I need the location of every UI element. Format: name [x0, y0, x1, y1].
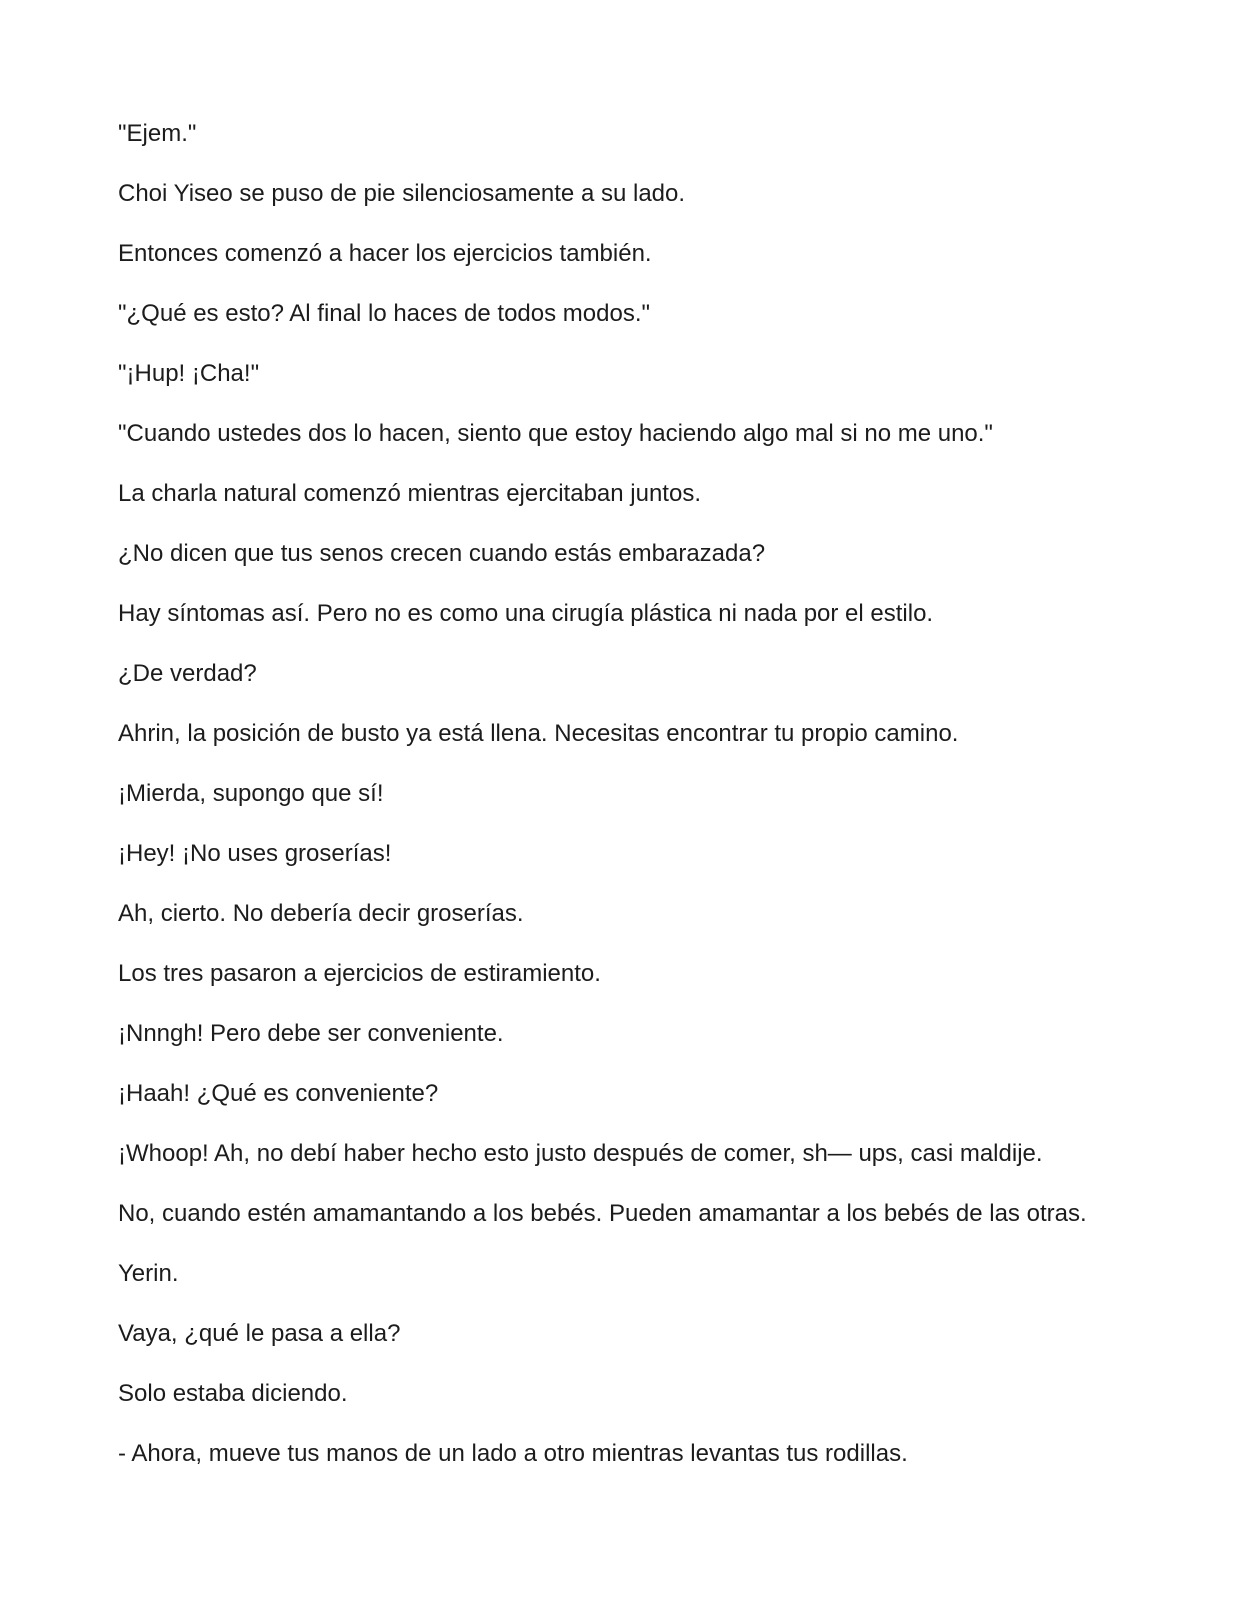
paragraph: ¿De verdad? [118, 660, 257, 687]
paragraph: La charla natural comenzó mientras ejercitaban juntos. [118, 480, 701, 507]
paragraph: Vaya, ¿qué le pasa a ella? [118, 1320, 401, 1347]
paragraph: "¡Hup! ¡Cha!" [118, 360, 260, 387]
paragraph: ¿No dicen que tus senos crecen cuando estás embarazada? [118, 540, 766, 567]
document-body [118, 118, 1118, 1498]
paragraph: Los tres pasaron a ejercicios de estiramiento. [118, 960, 601, 987]
paragraph: - Ahora, mueve tus manos de un lado a otro mientras levantas tus rodillas. [118, 1440, 908, 1467]
paragraph: ¡Whoop! Ah, no debí haber hecho esto justo después de comer, sh— ups, casi maldije. [118, 1140, 1043, 1167]
paragraph: Ah, cierto. No debería decir groserías. [118, 900, 524, 927]
paragraph: "¿Qué es esto? Al final lo haces de todos modos." [118, 300, 651, 327]
paragraph: Yerin. [118, 1260, 179, 1287]
paragraph: ¡Haah! ¿Qué es conveniente? [118, 1080, 439, 1107]
paragraph: Choi Yiseo se puso de pie silenciosamente a su lado. [118, 180, 686, 207]
paragraph: Hay síntomas así. Pero no es como una cirugía plástica ni nada por el estilo. [118, 600, 934, 627]
paragraph: Entonces comenzó a hacer los ejercicios también. [118, 240, 652, 267]
paragraph: ¡Nnngh! Pero debe ser conveniente. [118, 1020, 504, 1047]
paragraph: Ahrin, la posición de busto ya está llena. Necesitas encontrar tu propio camino. [118, 720, 959, 747]
paragraph: "Ejem." [118, 120, 197, 147]
paragraph: No, cuando estén amamantando a los bebés. Pueden amamantar a los bebés de las otras. [118, 1200, 1087, 1227]
paragraph: ¡Hey! ¡No uses groserías! [118, 840, 392, 867]
paragraph: ¡Mierda, supongo que sí! [118, 780, 384, 807]
paragraph: "Cuando ustedes dos lo hacen, siento que estoy haciendo algo mal si no me uno." [118, 420, 993, 447]
paragraph: Solo estaba diciendo. [118, 1380, 348, 1407]
